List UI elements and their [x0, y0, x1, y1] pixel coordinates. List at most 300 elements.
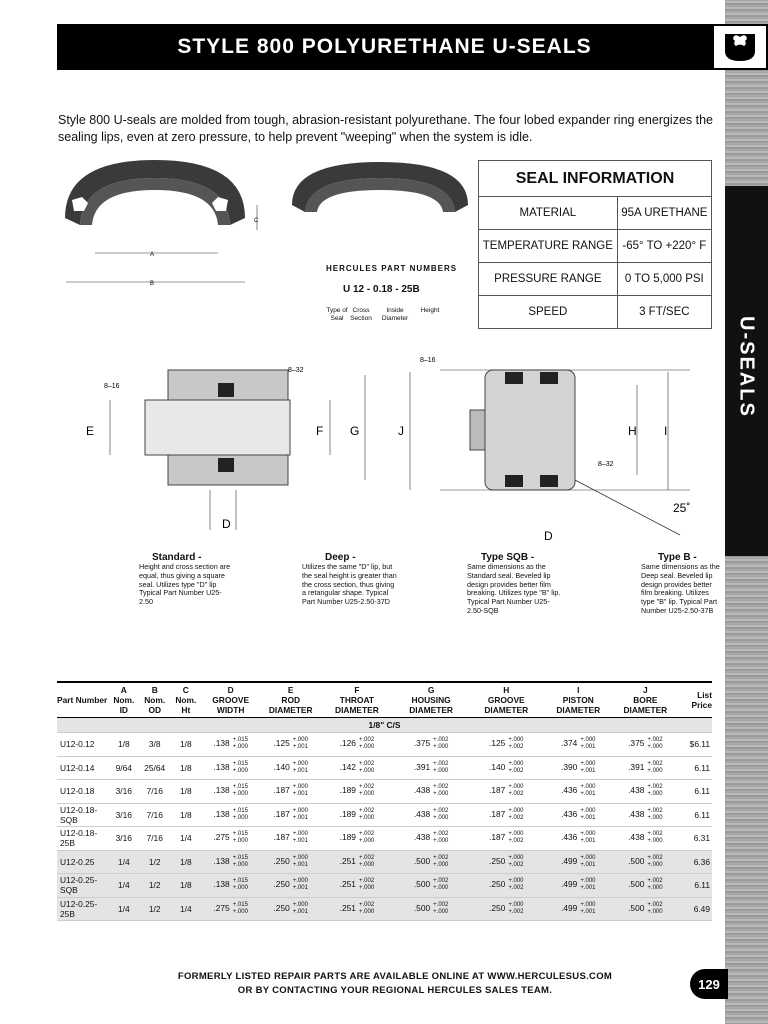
cell-h: [469, 756, 543, 780]
seal-ring-illustration: [65, 160, 245, 225]
tolerance-value: +.001: [292, 861, 308, 868]
tolerance: [293, 737, 308, 751]
tolerance-value: +.000: [433, 838, 449, 845]
dim-a-label: A: [150, 252, 155, 258]
cell-c: 1/8: [171, 756, 201, 780]
cell-a: 1/4: [109, 874, 138, 898]
dimension-value: .125: [273, 738, 290, 749]
bevel-angle-label: 25˚: [673, 501, 691, 515]
cell-f: [321, 780, 393, 804]
column-header: [678, 682, 712, 718]
tolerance: [233, 737, 248, 751]
footer-line: OR BY CONTACTING YOUR REGIONAL HERCULES SALES TEAM.: [237, 985, 553, 996]
seal-info-value: 3 FT/SEC: [617, 296, 711, 329]
tolerance: [508, 831, 523, 845]
tolerance-value: +.002: [647, 737, 663, 744]
tolerance: [580, 902, 595, 916]
dimension-value: .250: [273, 902, 290, 913]
tolerance-value: +.015: [232, 831, 248, 838]
cell-pn: U12-0.18-25B: [57, 827, 109, 851]
column-header: [138, 682, 171, 718]
tolerance-value: +.015: [232, 760, 248, 767]
tolerance-value: +.000: [508, 737, 524, 744]
cell-pn: U12-0.14: [57, 756, 109, 780]
column-label: HOUSING DIAMETER: [409, 695, 453, 715]
dimension-value: .187: [489, 785, 506, 796]
finish-label: 8–32: [598, 461, 614, 468]
cell-e: [261, 733, 321, 757]
tolerance-value: +.000: [358, 885, 375, 892]
dimension-value: .500: [628, 902, 645, 913]
tolerance: [233, 831, 248, 845]
dim-i-label: I: [664, 424, 668, 438]
cell-price: 6.11: [678, 874, 712, 898]
column-header: [543, 682, 613, 718]
tolerance-value: +.000: [358, 861, 375, 868]
dimension-value: .375: [413, 738, 431, 749]
dimension-value: .125: [489, 738, 506, 749]
cell-d: [201, 756, 261, 780]
cell-g: [393, 780, 469, 804]
cell-j: [613, 874, 677, 898]
cell-g: [393, 803, 469, 827]
tolerance: [433, 808, 448, 822]
part-number-key-title: HERCULES PART NUMBERS: [326, 264, 458, 273]
tolerance-value: +.000: [433, 767, 449, 774]
dim-c-label: C: [254, 218, 259, 224]
dimension-value: .438: [413, 785, 431, 796]
tolerance-value: +.002: [358, 760, 375, 767]
tolerance-value: +.000: [358, 838, 375, 845]
dimension-value: .142: [339, 761, 356, 772]
tolerance-value: +.015: [232, 854, 248, 861]
column-letter: B: [151, 685, 158, 695]
tolerance-value: +.001: [292, 838, 308, 845]
tolerance: [359, 902, 374, 916]
cell-e: [261, 780, 321, 804]
column-letter: A: [120, 685, 127, 695]
cell-f: [321, 803, 393, 827]
dimension-value: .391: [628, 761, 645, 772]
tolerance: [433, 831, 448, 845]
dimension-value: .499: [561, 902, 578, 913]
seal-info-value: 95A URETHANE: [617, 197, 711, 230]
tolerance: [647, 878, 662, 892]
tolerance: [233, 878, 248, 892]
tolerance-value: +.015: [232, 784, 248, 791]
cell-price: 6.11: [678, 780, 712, 804]
cell-price: 6.31: [678, 827, 712, 851]
cell-j: [613, 827, 677, 851]
column-header: [57, 682, 109, 718]
tolerance-value: +.002: [647, 854, 663, 861]
tolerance: [293, 855, 308, 869]
cell-c: 1/8: [171, 733, 201, 757]
column-letter: C: [182, 685, 189, 695]
cell-i: [543, 733, 613, 757]
dimension-value: .140: [489, 761, 506, 772]
seal-info-value: -65° TO +220° F: [617, 230, 711, 263]
table-row: [57, 756, 712, 780]
cell-d: [201, 850, 261, 874]
column-label: GROOVE WIDTH: [212, 695, 250, 715]
cell-c: 1/4: [171, 897, 201, 921]
dimension-value: .500: [413, 855, 431, 866]
table-row: [57, 874, 712, 898]
dimension-value: .250: [273, 879, 290, 890]
profile-title: Deep -: [325, 552, 356, 563]
tolerance-value: +.015: [232, 901, 248, 908]
tolerance: [508, 878, 523, 892]
cell-a: 1/4: [109, 850, 138, 874]
dimension-value: .138: [213, 855, 230, 866]
cell-c: 1/8: [171, 850, 201, 874]
dimension-value: .189: [339, 832, 356, 843]
page-title: STYLE 800 POLYURETHANE U-SEALS: [57, 24, 712, 70]
dimension-value: .250: [489, 902, 506, 913]
tolerance: [580, 878, 595, 892]
tolerance-value: +.002: [358, 737, 375, 744]
piston-seal-section: [440, 370, 690, 535]
tolerance-value: +.000: [358, 908, 375, 915]
tolerance-value: +.001: [580, 885, 596, 892]
cell-d: [201, 780, 261, 804]
column-header: [171, 682, 201, 718]
column-label: Part Number: [57, 695, 108, 705]
tolerance-value: +.002: [433, 760, 449, 767]
tolerance-value: +.000: [292, 737, 308, 744]
tolerance-value: +.000: [647, 908, 663, 915]
cell-e: [261, 756, 321, 780]
dimension-value: .138: [213, 738, 230, 749]
seal-info-title: SEAL INFORMATION: [479, 161, 712, 197]
cell-i: [543, 850, 613, 874]
tolerance: [508, 737, 523, 751]
tolerance-value: +.000: [433, 814, 449, 821]
seal-info-label: PRESSURE RANGE: [479, 263, 618, 296]
cell-i: [543, 897, 613, 921]
tolerance: [233, 855, 248, 869]
tolerance-value: +.000: [433, 908, 449, 915]
tolerance-value: +.000: [292, 807, 308, 814]
tolerance-value: +.000: [232, 861, 248, 868]
dimension-value: .250: [273, 855, 290, 866]
cell-pn: U12-0.18: [57, 780, 109, 804]
tolerance: [233, 808, 248, 822]
cell-g: [393, 827, 469, 851]
tolerance-value: +.000: [232, 908, 248, 915]
tolerance-value: +.002: [433, 878, 449, 885]
tolerance: [359, 761, 374, 775]
dimension-value: .138: [213, 785, 230, 796]
column-label: Nom. Ht: [175, 695, 197, 715]
tolerance-value: +.002: [508, 885, 524, 892]
dimension-value: .438: [628, 808, 645, 819]
tolerance-value: +.000: [647, 885, 663, 892]
tolerance-value: +.001: [580, 744, 596, 751]
table-row: [57, 850, 712, 874]
tolerance-value: +.000: [358, 791, 375, 798]
column-label: BORE DIAMETER: [623, 695, 668, 715]
column-header: [201, 682, 261, 718]
column-label: ROD DIAMETER: [268, 695, 313, 715]
column-header: [613, 682, 677, 718]
dimension-value: .250: [489, 855, 506, 866]
cell-i: [543, 874, 613, 898]
tolerance-value: +.000: [433, 791, 449, 798]
cell-a: 1/4: [109, 897, 138, 921]
seal-info-label: SPEED: [479, 296, 618, 329]
cell-d: [201, 897, 261, 921]
dimension-value: .438: [628, 832, 645, 843]
tolerance: [359, 737, 374, 751]
cell-price: 6.36: [678, 850, 712, 874]
cell-i: [543, 827, 613, 851]
finish-label: 8–16: [420, 357, 436, 364]
table-row: [57, 827, 712, 851]
table-row: [57, 803, 712, 827]
dim-j-label: J: [398, 424, 404, 438]
cell-price: 6.49: [678, 897, 712, 921]
dimension-value: .187: [273, 785, 290, 796]
dim-h-label: H: [628, 424, 637, 438]
section-header: 1/8" C/S: [57, 718, 712, 733]
dimension-value: .138: [213, 879, 230, 890]
tolerance-value: +.001: [580, 838, 596, 845]
tolerance: [433, 784, 448, 798]
tolerance-value: +.000: [292, 901, 308, 908]
tolerance-value: +.002: [647, 807, 663, 814]
column-header: [321, 682, 393, 718]
cell-e: [261, 850, 321, 874]
cell-c: 1/8: [171, 874, 201, 898]
table-row: [57, 733, 712, 757]
column-header: [469, 682, 543, 718]
dimension-value: .500: [628, 855, 645, 866]
dimension-value: .189: [339, 785, 356, 796]
tolerance-value: +.000: [580, 901, 596, 908]
column-letter: G: [427, 685, 435, 695]
tolerance-value: +.002: [508, 861, 524, 868]
tolerance: [293, 902, 308, 916]
cell-i: [543, 803, 613, 827]
tolerance-value: +.002: [508, 814, 524, 821]
cell-h: [469, 874, 543, 898]
tolerance: [647, 855, 662, 869]
tolerance-value: +.000: [508, 878, 524, 885]
dim-d-label: D: [544, 529, 553, 543]
tolerance-value: +.000: [232, 885, 248, 892]
tolerance-value: +.000: [433, 885, 449, 892]
tolerance-value: +.000: [232, 814, 248, 821]
tolerance-value: +.001: [580, 908, 596, 915]
tolerance: [580, 737, 595, 751]
dimension-value: .391: [413, 761, 431, 772]
cell-b: 7/16: [138, 780, 171, 804]
column-label: Nom. ID: [113, 695, 135, 715]
dim-g-label: G: [350, 424, 360, 438]
tolerance: [293, 831, 308, 845]
tolerance: [293, 878, 308, 892]
tolerance: [580, 831, 595, 845]
tolerance: [433, 737, 448, 751]
part-number-segment: Inside Diameter: [381, 307, 409, 322]
cell-a: 3/16: [109, 780, 138, 804]
tolerance-value: +.000: [292, 784, 308, 791]
tolerance: [359, 831, 374, 845]
column-label: Nom. OD: [144, 695, 166, 715]
dimension-value: .126: [339, 738, 356, 749]
profile-description: Same dimensions as the Deep seal. Beveled lip design provides better film breaking. Utilizes type "B" lip. Typical Part Number U25-2.50-37B: [641, 562, 720, 615]
tolerance-value: +.002: [647, 784, 663, 791]
tolerance: [647, 902, 662, 916]
dimension-value: .500: [413, 902, 431, 913]
dim-d-label: D: [222, 517, 231, 531]
tolerance: [359, 878, 374, 892]
dimension-value: .138: [213, 761, 230, 772]
cell-j: [613, 850, 677, 874]
tolerance-value: +.000: [292, 854, 308, 861]
dim-b-label: B: [150, 281, 155, 287]
tolerance-value: +.002: [433, 831, 449, 838]
intro-paragraph: Style 800 U-seals are molded from tough, abrasion-resistant polyurethane. The four lobed expander ring energizes the sealing lips, even at zero pressure, to help prevent "weeping" when the system is idle.: [58, 113, 714, 144]
cell-e: [261, 897, 321, 921]
cell-h: [469, 780, 543, 804]
dimension-value: .250: [489, 879, 506, 890]
tolerance-value: +.000: [647, 791, 663, 798]
profile-description: Utilizes the same "D" lip, but the seal height is greater than the cross section, thus giving a retangular shape. Typical Part Number U25-2.50-37D: [302, 562, 397, 607]
tolerance: [508, 761, 523, 775]
finish-label: 8–32: [288, 367, 304, 374]
cell-pn: U12-0.25-SQB: [57, 874, 109, 898]
column-header: [261, 682, 321, 718]
tolerance: [647, 737, 662, 751]
column-letter: D: [227, 685, 234, 695]
dimension-value: .500: [413, 879, 431, 890]
tolerance-value: +.000: [647, 861, 663, 868]
tolerance: [647, 808, 662, 822]
cell-i: [543, 756, 613, 780]
cell-j: [613, 780, 677, 804]
tolerance: [580, 855, 595, 869]
dimension-value: .436: [561, 832, 578, 843]
part-number-segment: Height: [420, 307, 440, 314]
tolerance-value: +.000: [358, 767, 375, 774]
dimension-value: .275: [213, 832, 230, 843]
tolerance-value: +.000: [580, 737, 596, 744]
tolerance-value: +.000: [580, 784, 596, 791]
tolerance: [359, 784, 374, 798]
tolerance: [647, 831, 662, 845]
section-tab-label: U-SEALS: [735, 316, 758, 418]
cell-g: [393, 850, 469, 874]
tolerance-value: +.002: [647, 878, 663, 885]
cell-pn: U12-0.12: [57, 733, 109, 757]
tolerance-value: +.000: [433, 744, 449, 751]
dimension-value: .374: [561, 738, 578, 749]
tolerance: [647, 784, 662, 798]
dimension-value: .187: [489, 832, 506, 843]
tolerance: [233, 761, 248, 775]
tolerance-value: +.001: [580, 767, 596, 774]
profile-description: Height and cross section are equal, thus giving a square seal. Utilizes type "D" lip Typical Part Number U25-2.50: [139, 562, 231, 607]
tolerance: [293, 761, 308, 775]
tolerance-value: +.002: [358, 878, 375, 885]
footer-line: FORMERLY LISTED REPAIR PARTS ARE AVAILABLE ONLINE AT WWW.HERCULESUS.COM: [177, 971, 613, 982]
cell-a: 9/64: [109, 756, 138, 780]
column-header: [393, 682, 469, 718]
tolerance-value: +.000: [647, 814, 663, 821]
dimension-value: .375: [628, 738, 645, 749]
column-letter: H: [503, 685, 510, 695]
tolerance-value: +.002: [508, 908, 524, 915]
profile-description: Same dimensions as the Standard seal. Beveled lip design provides better film breaking. Utilizes type "B" lip. Typical Part Number U25-2.50-SQB: [467, 562, 561, 615]
tolerance-value: +.002: [433, 807, 449, 814]
cell-b: 3/8: [138, 733, 171, 757]
dimension-value: .187: [273, 808, 290, 819]
column-label: List Price: [691, 690, 712, 710]
dimension-value: .251: [339, 879, 356, 890]
cell-price: 6.11: [678, 803, 712, 827]
finish-label: 8–16: [104, 383, 120, 390]
cell-b: 1/2: [138, 897, 171, 921]
cell-d: [201, 874, 261, 898]
column-letter: E: [287, 685, 294, 695]
cell-e: [261, 827, 321, 851]
cell-f: [321, 850, 393, 874]
tolerance-value: +.000: [508, 831, 524, 838]
seal-info-label: MATERIAL: [479, 197, 618, 230]
tolerance-value: +.000: [292, 831, 308, 838]
tolerance: [293, 808, 308, 822]
dimension-value: .438: [413, 808, 431, 819]
dimension-value: .436: [561, 785, 578, 796]
tolerance-value: +.002: [647, 760, 663, 767]
tolerance-value: +.002: [433, 854, 449, 861]
column-letter: J: [643, 685, 648, 695]
cell-h: [469, 897, 543, 921]
tolerance-value: +.000: [232, 744, 248, 751]
tolerance: [359, 808, 374, 822]
tolerance-value: +.001: [292, 908, 308, 915]
tolerance-value: +.001: [292, 744, 308, 751]
tolerance: [433, 761, 448, 775]
dimension-value: .436: [561, 808, 578, 819]
cell-a: 3/16: [109, 827, 138, 851]
page-number: 129: [690, 969, 728, 999]
tolerance-value: +.000: [232, 838, 248, 845]
tolerance-value: +.015: [232, 878, 248, 885]
tolerance-value: +.015: [232, 807, 248, 814]
cell-j: [613, 897, 677, 921]
cell-h: [469, 803, 543, 827]
tolerance: [433, 855, 448, 869]
cell-b: 25/64: [138, 756, 171, 780]
cell-e: [261, 803, 321, 827]
part-number-segment: Cross Section: [350, 307, 372, 322]
dimension-value: .438: [413, 832, 431, 843]
dimension-value: .275: [213, 902, 230, 913]
dim-f-label: F: [316, 424, 324, 438]
dimension-value: .499: [561, 879, 578, 890]
seal-ring-illustration: [292, 162, 468, 212]
seal-info-label: TEMPERATURE RANGE: [479, 230, 618, 263]
profile-title: Type B -: [658, 552, 697, 563]
tolerance-value: +.002: [508, 791, 524, 798]
tolerance-value: +.000: [580, 760, 596, 767]
cell-j: [613, 733, 677, 757]
tolerance-value: +.002: [647, 831, 663, 838]
